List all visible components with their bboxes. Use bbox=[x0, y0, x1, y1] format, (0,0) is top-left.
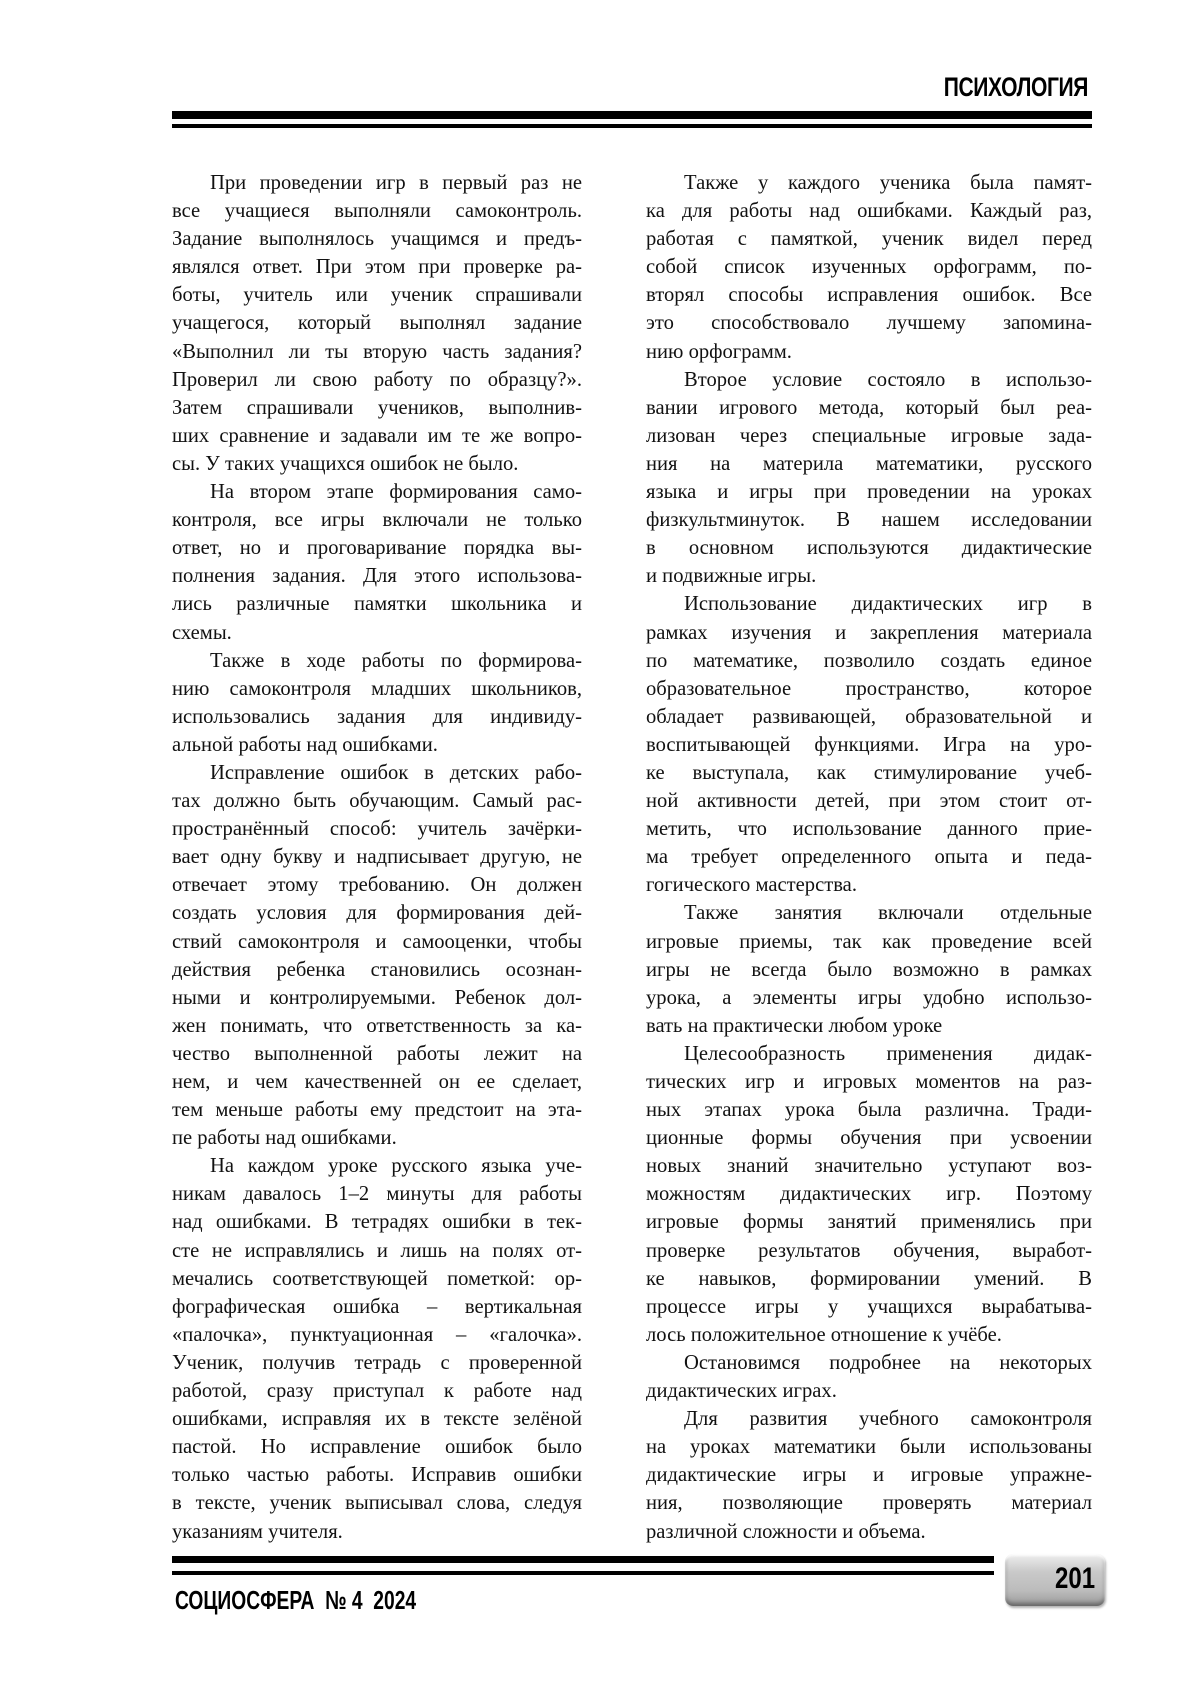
text-line: урока, а элементы игры удобно использо- bbox=[646, 986, 1092, 1009]
text-line: сы. У таких учащихся ошибок не было. bbox=[172, 452, 519, 475]
text-line: ма требует определенного опыта и педа- bbox=[646, 846, 1092, 869]
text-line: Использование дидактических игр в bbox=[684, 593, 1092, 616]
text-line: боты, учитель или ученик спрашивали bbox=[172, 284, 582, 307]
text-line: лись различные памятки школьника и bbox=[172, 593, 582, 616]
text-line: пе работы над ошибками. bbox=[172, 1127, 397, 1150]
text-line: «Выполнил ли ты вторую часть задания? bbox=[172, 340, 582, 363]
text-line: являлся ответ. При этом при проверке ра- bbox=[172, 256, 582, 279]
text-line: образовательное пространство, которое bbox=[646, 677, 1092, 700]
text-line: лось положительное отношение к учёбе. bbox=[646, 1323, 1002, 1346]
text-line: Также у каждого ученика была памят- bbox=[684, 172, 1092, 194]
text-line: Остановимся подробнее на некоторых bbox=[684, 1351, 1092, 1374]
text-line: работой, сразу приступал к работе над bbox=[172, 1380, 582, 1403]
text-line: рамках изучения и закрепления материала bbox=[646, 621, 1092, 644]
text-line: Также занятия включали отдельные bbox=[684, 902, 1092, 925]
text-line: ке навыков, формировании умений. В bbox=[646, 1267, 1092, 1290]
text-line: в основном используются дидактические bbox=[646, 537, 1092, 560]
text-column-left bbox=[172, 169, 582, 1546]
text-line: воспитывающей функциями. Игра на уро- bbox=[646, 733, 1092, 756]
text-line: лизован через специальные игровые зада- bbox=[646, 424, 1092, 447]
text-line: обладает развивающей, образовательной и bbox=[646, 705, 1092, 728]
text-line: мечались соответствующей пометкой: ор- bbox=[172, 1267, 582, 1290]
header-rule-thick bbox=[172, 111, 1092, 119]
text-line: Ученик, получив тетрадь с проверенной bbox=[172, 1351, 582, 1374]
text-line: использовались задания для индивиду- bbox=[172, 705, 582, 728]
text-line: создать условия для формирования дей- bbox=[172, 902, 582, 925]
page-number-badge bbox=[1005, 1554, 1105, 1606]
journal-issue: СОЦИОСФЕРА № 4 2024 bbox=[175, 1585, 417, 1615]
text-line: метить, что использование данного прие- bbox=[646, 818, 1092, 841]
text-line: ствий самоконтроля и самооценки, чтобы bbox=[172, 930, 582, 953]
text-line: Затем спрашивали учеников, выполнив- bbox=[172, 396, 582, 419]
text-line: ших сравнение и задавали им те же вопро- bbox=[172, 424, 582, 447]
text-line: никам давалось 1–2 минуты для работы bbox=[172, 1183, 582, 1206]
text-line: нию орфограмм. bbox=[646, 340, 792, 363]
text-line: нию самоконтроля младших школьников, bbox=[172, 677, 582, 700]
text-line: собой список изученных орфограмм, по- bbox=[646, 256, 1092, 279]
text-line: только частью работы. Исправив ошибки bbox=[172, 1464, 582, 1487]
text-line: пространённый способ: учитель зачёрки- bbox=[172, 818, 582, 841]
text-line: ния, позволяющие проверять материал bbox=[646, 1492, 1092, 1515]
text-line: на уроках математики были использованы bbox=[646, 1436, 1092, 1459]
text-line: ошибками, исправляя их в тексте зелёной bbox=[172, 1408, 582, 1431]
text-line: Задание выполнялось учащимся и предъ- bbox=[172, 228, 582, 251]
text-line: Второе условие состояло в использо- bbox=[684, 368, 1092, 391]
text-line: физкультминуток. В нашем исследовании bbox=[646, 509, 1092, 532]
text-line: указаниям учителя. bbox=[172, 1520, 343, 1543]
text-line: все учащиеся выполняли самоконтроль. bbox=[172, 200, 582, 223]
text-line: можностям дидактических игр. Поэтому bbox=[646, 1183, 1092, 1206]
text-line: тических игр и игровых моментов на раз- bbox=[646, 1071, 1092, 1093]
header-rule-thin bbox=[172, 124, 1092, 128]
text-line: Исправление ошибок в детских рабо- bbox=[210, 761, 582, 784]
text-line: схемы. bbox=[172, 621, 232, 644]
text-line: в тексте, ученик выписывал слова, следуя bbox=[172, 1492, 582, 1515]
text-line: ответ, но и проговаривание порядка вы- bbox=[172, 537, 582, 560]
text-line: ке выступала, как стимулирование учеб- bbox=[646, 761, 1092, 784]
text-line: различной сложности и объема. bbox=[646, 1520, 926, 1543]
text-line: по математике, позволило создать единое bbox=[646, 649, 1092, 672]
text-line: контроля, все игры включали не только bbox=[172, 509, 582, 532]
text-line: фографическая ошибка – вертикальная bbox=[172, 1295, 582, 1318]
text-line: дидактических играх. bbox=[646, 1380, 837, 1403]
text-line: действия ребенка становились осознан- bbox=[172, 958, 582, 981]
text-line: На каждом уроке русского языка уче- bbox=[210, 1155, 582, 1178]
text-line: вторял способы исправления ошибок. Все bbox=[646, 284, 1092, 307]
text-line: это способствовало лучшему запомина- bbox=[646, 312, 1092, 335]
text-line: альной работы над ошибками. bbox=[172, 733, 438, 756]
text-line: дидактические игры и игровые упражне- bbox=[646, 1464, 1092, 1487]
text-line: отвечает этому требованию. Он должен bbox=[172, 874, 582, 897]
text-line: ной активности детей, при этом стоит от- bbox=[646, 790, 1092, 813]
text-line: игровые формы занятий применялись при bbox=[646, 1211, 1092, 1234]
text-line: вании игрового метода, который был реа- bbox=[646, 396, 1092, 419]
text-line: На втором этапе формирования само- bbox=[210, 481, 582, 504]
text-line: проверке результатов обучения, выработ- bbox=[646, 1239, 1092, 1262]
text-line: игровые приемы, так как проведение всей bbox=[646, 930, 1092, 953]
text-line: гогического мастерства. bbox=[646, 874, 857, 897]
text-line: над ошибками. В тетрадях ошибки в тек- bbox=[172, 1211, 582, 1234]
text-line: тах должно быть обучающим. Самый рас- bbox=[172, 790, 582, 813]
text-column-right bbox=[646, 169, 1092, 1546]
text-line: игры не всегда было возможно в рамках bbox=[646, 958, 1092, 981]
text-line: работая с памяткой, ученик видел перед bbox=[646, 228, 1092, 251]
text-line: пастой. Но исправление ошибок было bbox=[172, 1436, 582, 1459]
text-line: нем, и чем качественней он ее сделает, bbox=[172, 1071, 582, 1093]
text-line: чество выполненной работы лежит на bbox=[172, 1042, 582, 1065]
text-line: ных этапах урока была различна. Тради- bbox=[646, 1099, 1092, 1122]
text-line: вать на практически любом уроке bbox=[646, 1014, 943, 1037]
footer-rule-thin bbox=[172, 1571, 994, 1575]
text-line: учащегося, который выполнял задание bbox=[172, 312, 582, 335]
text-line: Целесообразность применения дидак- bbox=[684, 1042, 1092, 1065]
text-line: сте не исправлялись и лишь на полях от- bbox=[172, 1239, 582, 1262]
text-line: ка для работы над ошибками. Каждый раз, bbox=[646, 200, 1092, 223]
text-line: процессе игры у учащихся вырабатыва- bbox=[646, 1295, 1092, 1318]
text-line: ционные формы обучения при усвоении bbox=[646, 1127, 1092, 1150]
footer-rule-thick bbox=[172, 1556, 994, 1563]
text-line: «палочка», пунктуационная – «галочка». bbox=[172, 1323, 582, 1346]
page-number: 201 bbox=[1054, 1562, 1095, 1595]
section-title: ПСИХОЛОГИЯ bbox=[943, 72, 1088, 102]
text-line: Для развития учебного самоконтроля bbox=[684, 1408, 1092, 1431]
text-line: вает одну букву и надписывает другую, не bbox=[172, 846, 582, 869]
text-line: Проверил ли свою работу по образцу?». bbox=[172, 368, 582, 391]
text-line: полнения задания. Для этого использова- bbox=[172, 565, 582, 588]
text-line: тем меньше работы ему предстоит на эта- bbox=[172, 1099, 582, 1122]
text-line: жен понимать, что ответственность за ка- bbox=[172, 1014, 582, 1037]
text-line: ными и контролируемыми. Ребенок дол- bbox=[172, 986, 582, 1009]
text-line: и подвижные игры. bbox=[646, 565, 817, 588]
text-line: новых знаний значительно уступают воз- bbox=[646, 1155, 1092, 1178]
text-line: Также в ходе работы по формирова- bbox=[210, 649, 582, 672]
text-line: языка и игры при проведении на уроках bbox=[646, 481, 1092, 504]
text-line: ния на материла математики, русского bbox=[646, 452, 1092, 475]
text-line: При проведении игр в первый раз не bbox=[210, 172, 582, 194]
